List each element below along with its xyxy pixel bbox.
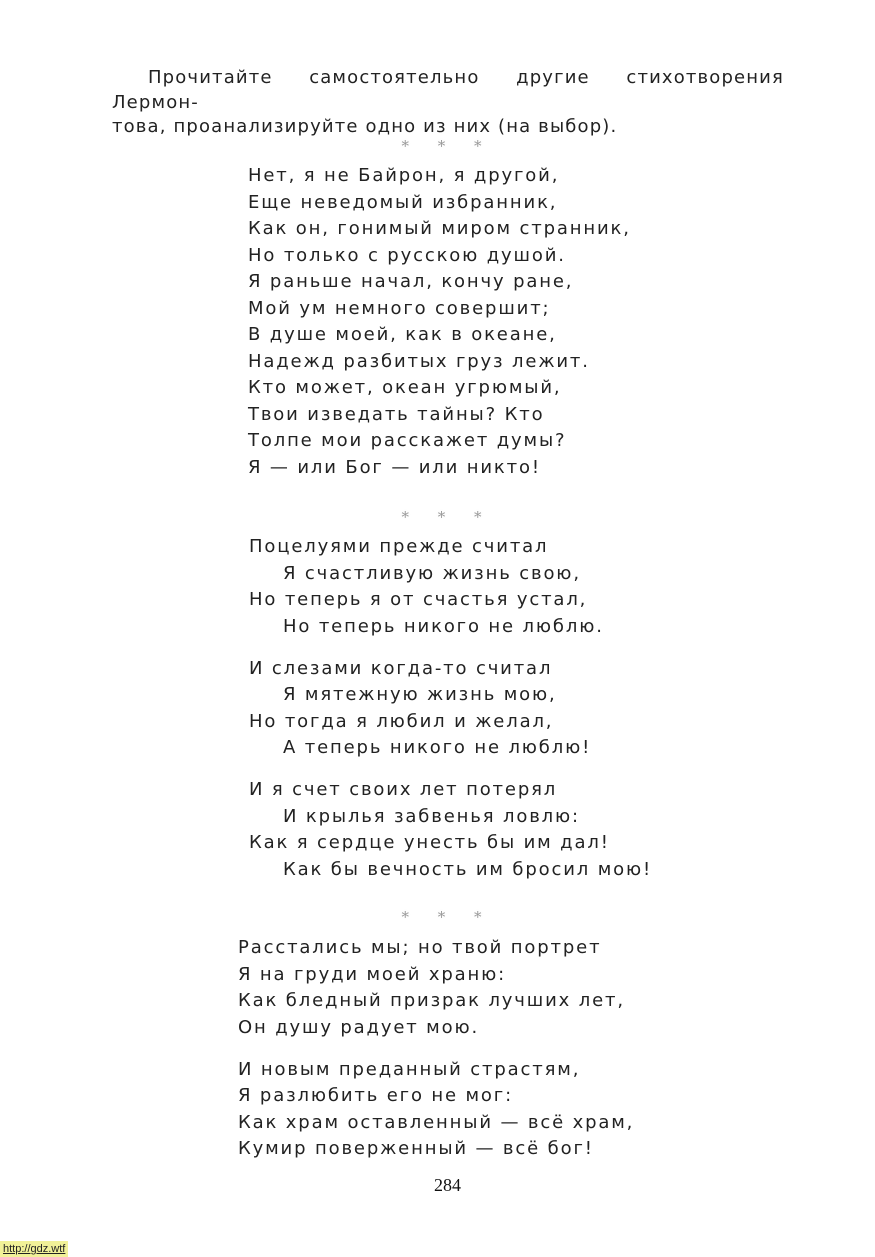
poem-line: Но тогда я любил и желал, — [249, 710, 554, 732]
poem-line: И слезами когда-то считал — [249, 657, 553, 679]
poem-line: Но теперь я от счастья устал, — [249, 589, 588, 610]
section-separator-2: * * * — [401, 508, 494, 526]
poem-line: И крылья забвенья ловлю: — [283, 805, 580, 827]
poem-line: Я — или Бог — или никто! — [248, 456, 541, 478]
section-separator-3: * * * — [401, 908, 494, 926]
poem-line: Как он, гонимый миром странник, — [248, 218, 631, 239]
task-paragraph — [112, 66, 784, 140]
poem-line: Толпе мои расскажет думы? — [248, 430, 567, 451]
poem-line: И новым преданный страстям, — [238, 1058, 581, 1080]
poem-line: Еще неведомый избранник, — [248, 191, 558, 213]
poem-line: Кто может, океан угрюмый, — [248, 377, 562, 398]
poem-line: Как храм оставленный — всё храм, — [238, 1111, 635, 1133]
poem-line: Поцелуями прежде считал — [249, 536, 549, 557]
poem-line: Нет, я не Байрон, я другой, — [248, 165, 560, 186]
poem-line: Но теперь никого не люблю. — [283, 615, 604, 637]
poem-line: Я разлюбить его не мог: — [238, 1085, 514, 1106]
poem-line: И я счет своих лет потерял — [249, 779, 558, 800]
poem-line: В душе моей, как в океане, — [248, 324, 557, 345]
poem-line: Надежд разбитых груз лежит. — [248, 350, 590, 372]
section-separator-1: * * * — [401, 137, 494, 155]
poem-line: Мой ум немного совершит; — [248, 297, 551, 319]
task-line-1: Прочитайте самостоятельно другие стихотворения Лермон- — [112, 67, 784, 113]
poem-line: Кумир поверженный — всё бог! — [238, 1138, 594, 1159]
poem-line: Я мятежную жизнь мою, — [283, 684, 557, 705]
poem-line: Как я сердце унесть бы им дал! — [249, 832, 610, 853]
page-number: 284 — [434, 1175, 461, 1195]
task-line-2: това, проанализируйте одно из них (на выбор). — [112, 116, 618, 137]
poem-line: Я счастливую жизнь свою, — [283, 562, 581, 584]
poem-potseluyami — [249, 534, 652, 883]
poem-line: Как бы вечность им бросил мою! — [283, 858, 653, 880]
stanza-gap — [238, 1041, 634, 1057]
poem-line: Но только с русскою душой. — [248, 244, 566, 266]
poem-line: Как бледный призрак лучших лет, — [238, 990, 625, 1011]
poem-line: А теперь никого не люблю! — [283, 737, 592, 758]
stanza-gap — [249, 640, 652, 656]
poem-line: Расстались мы; но твой портрет — [238, 937, 602, 958]
poem-ne-bayron — [248, 163, 631, 481]
stanza-gap — [249, 762, 652, 778]
poem-line: Он душу радует мою. — [238, 1016, 480, 1038]
poem-line: Я на груди моей храню: — [238, 963, 507, 985]
poem-line: Твои изведать тайны? Кто — [248, 403, 545, 425]
poem-line: Я раньше начал, кончу ране, — [248, 271, 574, 292]
poem-rasstalis-my — [238, 935, 634, 1163]
watermark-link[interactable]: http://gdz.wtf — [0, 1241, 68, 1257]
